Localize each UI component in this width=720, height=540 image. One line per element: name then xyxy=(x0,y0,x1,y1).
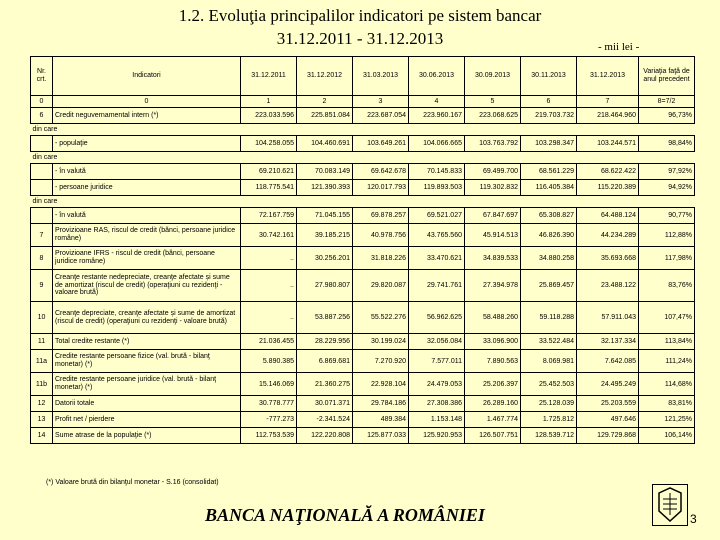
value-cell: 31.818.226 xyxy=(353,247,409,270)
table-row xyxy=(31,164,695,180)
value-cell: 94,92% xyxy=(639,180,695,196)
value-cell: 25.206.397 xyxy=(465,373,521,396)
value-cell: 32.056.084 xyxy=(409,334,465,350)
value-cell: 25.128.039 xyxy=(521,396,577,412)
value-cell: 64.488.124 xyxy=(577,208,639,224)
value-cell: 223.687.054 xyxy=(353,108,409,124)
row-number: 12 xyxy=(31,396,53,412)
page-subtitle: 31.12.2011 - 31.12.2013 xyxy=(276,29,444,48)
value-cell: 107,47% xyxy=(639,302,695,334)
value-cell: 23.488.122 xyxy=(577,270,639,302)
value-cell: 69.499.700 xyxy=(465,164,521,180)
row-number xyxy=(31,136,53,152)
value-cell: 33.522.484 xyxy=(521,334,577,350)
value-cell: 35.693.668 xyxy=(577,247,639,270)
index-row xyxy=(31,96,695,108)
value-cell: .. xyxy=(241,270,297,302)
table-row xyxy=(31,247,695,270)
value-cell: 116.405.384 xyxy=(521,180,577,196)
value-cell: 129.729.868 xyxy=(577,428,639,444)
value-cell: 46.826.390 xyxy=(521,224,577,247)
value-cell: 119.302.832 xyxy=(465,180,521,196)
value-cell: 33.470.621 xyxy=(409,247,465,270)
value-cell: 112.753.539 xyxy=(241,428,297,444)
value-cell: 45.914.513 xyxy=(465,224,521,247)
value-cell: 223.068.625 xyxy=(465,108,521,124)
index-cell: 8=7/2 xyxy=(639,96,695,108)
value-cell: 121.390.393 xyxy=(297,180,353,196)
value-cell: 71.045.155 xyxy=(297,208,353,224)
value-cell: .. xyxy=(241,247,297,270)
value-cell: 497.646 xyxy=(577,412,639,428)
unit-label: - mii lei - xyxy=(598,41,640,53)
table-row xyxy=(31,208,695,224)
value-cell: 70.083.149 xyxy=(297,164,353,180)
value-cell: 5.890.385 xyxy=(241,350,297,373)
value-cell: 90,77% xyxy=(639,208,695,224)
row-number: 9 xyxy=(31,270,53,302)
value-cell: 43.765.560 xyxy=(409,224,465,247)
table-row xyxy=(31,373,695,396)
footnote: (*) Valoare brută din bilanţul monetar - S.16 (consolidat) xyxy=(46,479,219,486)
value-cell: 21.360.275 xyxy=(297,373,353,396)
value-cell: 1.725.812 xyxy=(521,412,577,428)
table-row xyxy=(31,224,695,247)
value-cell: 7.890.563 xyxy=(465,350,521,373)
value-cell: 25.869.457 xyxy=(521,270,577,302)
value-cell: 219.703.732 xyxy=(521,108,577,124)
value-cell: 29.741.761 xyxy=(409,270,465,302)
value-cell: 6.869.681 xyxy=(297,350,353,373)
indicator-name: Creanţe restante nedepreciate, creanţe afectate și sume de amortizat (riscul de credit) (operaţiuni cu rezidenţi - valoare brută) xyxy=(53,270,241,302)
row-number: 11a xyxy=(31,350,53,373)
value-cell: 112,88% xyxy=(639,224,695,247)
value-cell: 120.017.793 xyxy=(353,180,409,196)
value-cell: 7.642.085 xyxy=(577,350,639,373)
value-cell: 69.642.678 xyxy=(353,164,409,180)
value-cell: 53.887.256 xyxy=(297,302,353,334)
column-header: 30.09.2013 xyxy=(465,57,521,96)
value-cell: 44.234.289 xyxy=(577,224,639,247)
value-cell: 126.507.751 xyxy=(465,428,521,444)
indicator-name: Provizioane RAS, riscul de credit (bănci, persoane juridice române) xyxy=(53,224,241,247)
table-row xyxy=(31,180,695,196)
column-header: 31.12.2012 xyxy=(297,57,353,96)
row-number: 6 xyxy=(31,108,53,124)
value-cell: -2.341.524 xyxy=(297,412,353,428)
value-cell: 32.137.334 xyxy=(577,334,639,350)
table-row xyxy=(31,302,695,334)
bank-name: BANCA NAŢIONALĂ A ROMÂNIEI xyxy=(205,505,485,525)
din-care-label: din care xyxy=(31,124,695,136)
value-cell: 72.167.759 xyxy=(241,208,297,224)
column-header: Variaţia faţă de anul precedent xyxy=(639,57,695,96)
row-number: 10 xyxy=(31,302,53,334)
value-cell: 1.153.148 xyxy=(409,412,465,428)
value-cell: 119.893.503 xyxy=(409,180,465,196)
value-cell: 15.146.069 xyxy=(241,373,297,396)
value-cell: 24.479.053 xyxy=(409,373,465,396)
value-cell: 55.522.276 xyxy=(353,302,409,334)
index-cell: 0 xyxy=(31,96,53,108)
din-care-row xyxy=(31,124,695,136)
value-cell: 7.270.920 xyxy=(353,350,409,373)
value-cell: 57.911.043 xyxy=(577,302,639,334)
value-cell: 30.256.201 xyxy=(297,247,353,270)
index-cell: 7 xyxy=(577,96,639,108)
value-cell: 103.649.261 xyxy=(353,136,409,152)
value-cell: 22.928.104 xyxy=(353,373,409,396)
indicator-name: Credit neguvernamental intern (*) xyxy=(53,108,241,124)
column-header: Indicatori xyxy=(53,57,241,96)
indicator-name: Provizioane IFRS - riscul de credit (bănci, persoane juridice române) xyxy=(53,247,241,270)
value-cell: 106,14% xyxy=(639,428,695,444)
table-row xyxy=(31,136,695,152)
indicator-name: Sume atrase de la populaţie (*) xyxy=(53,428,241,444)
index-cell: 2 xyxy=(297,96,353,108)
value-cell: 28.229.956 xyxy=(297,334,353,350)
value-cell: 111,24% xyxy=(639,350,695,373)
indicator-name: Profit net / pierdere xyxy=(53,412,241,428)
value-cell: 223.960.167 xyxy=(409,108,465,124)
value-cell: 25.203.559 xyxy=(577,396,639,412)
value-cell: 103.244.571 xyxy=(577,136,639,152)
value-cell: 489.384 xyxy=(353,412,409,428)
index-cell: 3 xyxy=(353,96,409,108)
value-cell: 117,98% xyxy=(639,247,695,270)
column-header: 31.12.2013 xyxy=(577,57,639,96)
indicator-name: - în valută xyxy=(53,164,241,180)
table-row xyxy=(31,108,695,124)
value-cell: 67.847.697 xyxy=(465,208,521,224)
value-cell: 58.488.260 xyxy=(465,302,521,334)
value-cell: 26.289.160 xyxy=(465,396,521,412)
value-cell: 98,84% xyxy=(639,136,695,152)
value-cell: 218.464.960 xyxy=(577,108,639,124)
value-cell: 128.539.712 xyxy=(521,428,577,444)
column-header: 30.11.2013 xyxy=(521,57,577,96)
value-cell: 25.452.503 xyxy=(521,373,577,396)
index-cell: 1 xyxy=(241,96,297,108)
page-number: 3 xyxy=(690,512,697,526)
value-cell: 40.978.756 xyxy=(353,224,409,247)
table-row xyxy=(31,396,695,412)
value-cell: 121,25% xyxy=(639,412,695,428)
value-cell: 8.069.981 xyxy=(521,350,577,373)
value-cell: 1.467.774 xyxy=(465,412,521,428)
indicators-table xyxy=(30,56,695,444)
indicator-name: Credite restante persoane juridice (val. brută - bilanţ monetar) (*) xyxy=(53,373,241,396)
value-cell: 29.784.186 xyxy=(353,396,409,412)
value-cell: 96,73% xyxy=(639,108,695,124)
value-cell: 24.495.249 xyxy=(577,373,639,396)
value-cell: 7.577.011 xyxy=(409,350,465,373)
value-cell: 30.071.371 xyxy=(297,396,353,412)
value-cell: 29.820.087 xyxy=(353,270,409,302)
din-care-label: din care xyxy=(31,152,695,164)
row-number: 11b xyxy=(31,373,53,396)
table-row xyxy=(31,412,695,428)
value-cell: 68.622.422 xyxy=(577,164,639,180)
value-cell: 70.145.833 xyxy=(409,164,465,180)
row-number: 13 xyxy=(31,412,53,428)
indicator-name: - în valută xyxy=(53,208,241,224)
value-cell: 114,68% xyxy=(639,373,695,396)
value-cell: 69.878.257 xyxy=(353,208,409,224)
value-cell: 223.033.596 xyxy=(241,108,297,124)
row-number: 14 xyxy=(31,428,53,444)
value-cell: 104.460.691 xyxy=(297,136,353,152)
value-cell: 65.308.827 xyxy=(521,208,577,224)
page-title: 1.2. Evoluţia principalilor indicatori pe sistem bancar xyxy=(178,6,542,25)
value-cell: 59.118.288 xyxy=(521,302,577,334)
value-cell: 125.920.953 xyxy=(409,428,465,444)
value-cell: 103.763.792 xyxy=(465,136,521,152)
indicator-name: Creanţe depreciate, creanţe afectate și sume de amortizat (riscul de credit) (operaţiuni cu rezidenţi - valoare brută) xyxy=(53,302,241,334)
value-cell: 115.220.389 xyxy=(577,180,639,196)
value-cell: 83,81% xyxy=(639,396,695,412)
table-row xyxy=(31,334,695,350)
column-header: 31.03.2013 xyxy=(353,57,409,96)
value-cell: 34.839.533 xyxy=(465,247,521,270)
value-cell: 103.298.347 xyxy=(521,136,577,152)
indicator-name: - populaţie xyxy=(53,136,241,152)
table-row xyxy=(31,270,695,302)
table-row xyxy=(31,428,695,444)
value-cell: 69.210.621 xyxy=(241,164,297,180)
index-cell: 6 xyxy=(521,96,577,108)
value-cell: 97,92% xyxy=(639,164,695,180)
value-cell: 33.096.900 xyxy=(465,334,521,350)
indicator-name: Credite restante persoane fizice (val. brută - bilanţ monetar) (*) xyxy=(53,350,241,373)
value-cell: 104.066.665 xyxy=(409,136,465,152)
row-number xyxy=(31,180,53,196)
value-cell: 27.980.807 xyxy=(297,270,353,302)
value-cell: .. xyxy=(241,302,297,334)
value-cell: 113,84% xyxy=(639,334,695,350)
value-cell: 122.220.808 xyxy=(297,428,353,444)
din-care-row xyxy=(31,152,695,164)
value-cell: 83,76% xyxy=(639,270,695,302)
row-number: 8 xyxy=(31,247,53,270)
column-header: 31.12.2011 xyxy=(241,57,297,96)
indicator-name: Total credite restante (*) xyxy=(53,334,241,350)
value-cell: 27.394.978 xyxy=(465,270,521,302)
din-care-label: din care xyxy=(31,196,695,208)
index-cell: 5 xyxy=(465,96,521,108)
indicator-name: Datorii totale xyxy=(53,396,241,412)
value-cell: 68.561.229 xyxy=(521,164,577,180)
column-header: 30.06.2013 xyxy=(409,57,465,96)
value-cell: -777.273 xyxy=(241,412,297,428)
row-number xyxy=(31,164,53,180)
table-row xyxy=(31,350,695,373)
value-cell: 30.778.777 xyxy=(241,396,297,412)
row-number xyxy=(31,208,53,224)
indicator-name: - persoane juridice xyxy=(53,180,241,196)
value-cell: 125.877.033 xyxy=(353,428,409,444)
value-cell: 34.880.258 xyxy=(521,247,577,270)
value-cell: 225.851.084 xyxy=(297,108,353,124)
bnr-logo-icon xyxy=(652,484,688,526)
value-cell: 21.036.455 xyxy=(241,334,297,350)
value-cell: 30.199.024 xyxy=(353,334,409,350)
index-cell: 4 xyxy=(409,96,465,108)
value-cell: 27.308.386 xyxy=(409,396,465,412)
row-number: 7 xyxy=(31,224,53,247)
din-care-row xyxy=(31,196,695,208)
value-cell: 30.742.161 xyxy=(241,224,297,247)
table-header-row xyxy=(31,57,695,96)
value-cell: 69.521.027 xyxy=(409,208,465,224)
value-cell: 104.258.055 xyxy=(241,136,297,152)
value-cell: 118.775.541 xyxy=(241,180,297,196)
index-cell: 0 xyxy=(53,96,241,108)
value-cell: 39.185.215 xyxy=(297,224,353,247)
value-cell: 56.962.625 xyxy=(409,302,465,334)
row-number: 11 xyxy=(31,334,53,350)
column-header: Nr. crt. xyxy=(31,57,53,96)
